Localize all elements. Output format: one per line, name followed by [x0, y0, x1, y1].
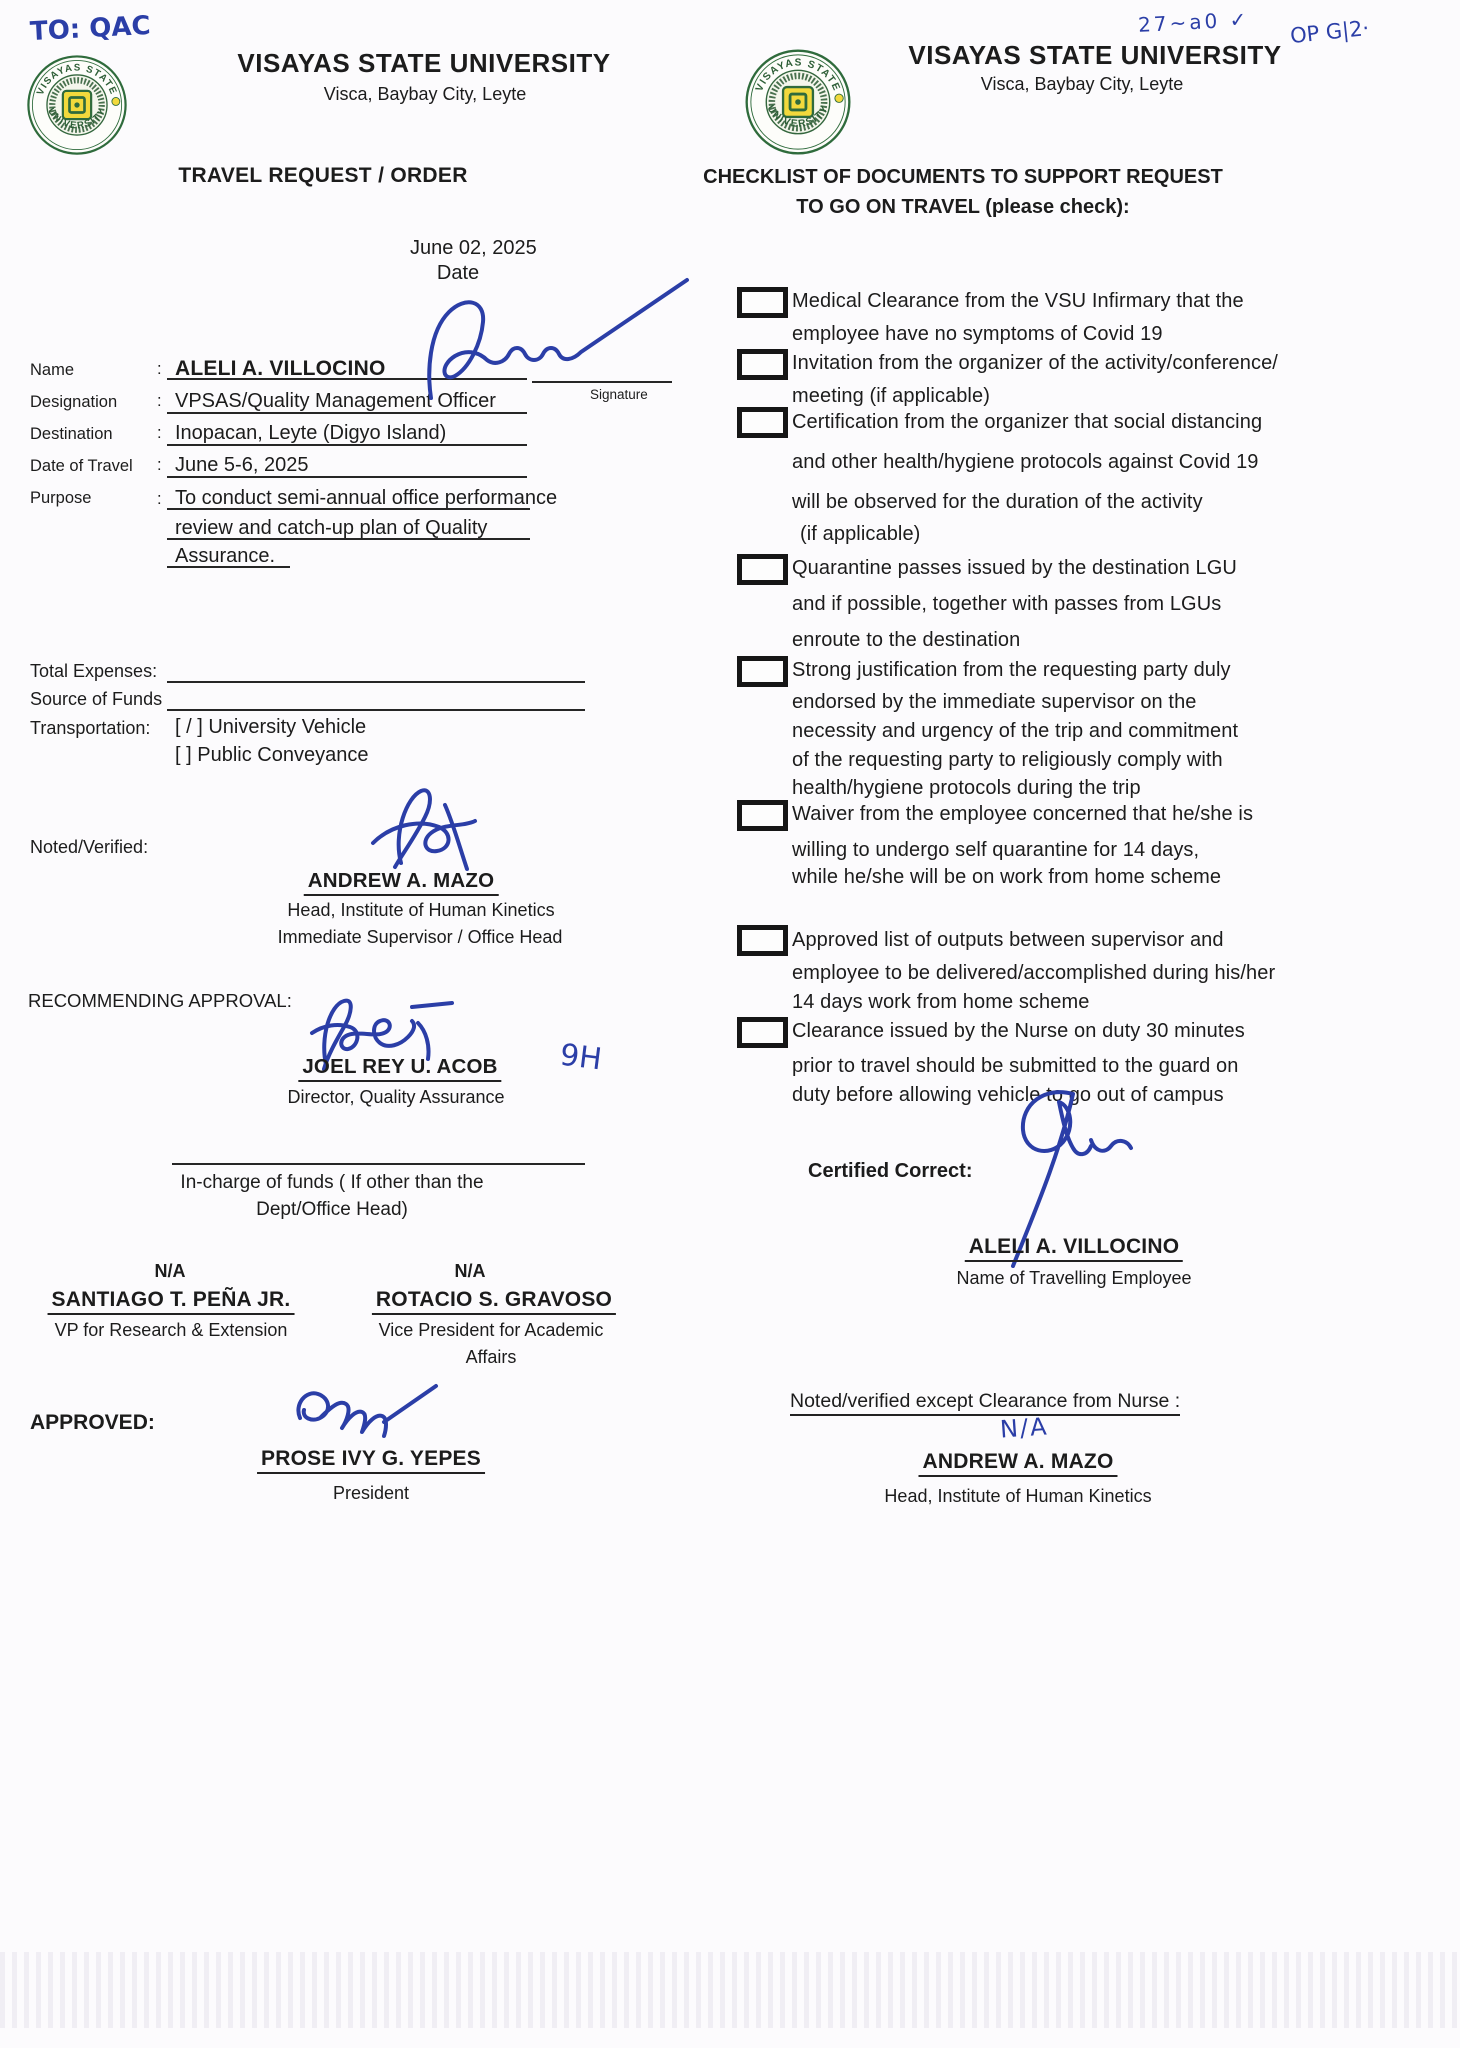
colon: : [157, 424, 162, 442]
vp-academic-title-line2: Affairs [465, 1347, 517, 1367]
noted-except-name: ANDREW A. MAZO [918, 1450, 1117, 1477]
na-mark-vp-academic: N/A [454, 1261, 486, 1281]
checklist-item-text: prior to travel should be submitted to the guard on [792, 1055, 1239, 1077]
colon: : [157, 456, 162, 474]
checkbox-approved-outputs [737, 925, 788, 956]
field-value-purpose-line3: Assurance. [175, 545, 276, 567]
checklist-item-text: necessity and urgency of the trip and commitment [792, 720, 1239, 742]
travelling-employee-name: ALELI A. VILLOCINO [965, 1235, 1183, 1262]
noted-verified-title1: Head, Institute of Human Kinetics [287, 900, 555, 920]
vp-academic-title-line1: Vice President for Academic [378, 1320, 604, 1340]
recommending-approval-title: Director, Quality Assurance [287, 1087, 505, 1107]
field-value-name: ALELI A. VILLOCINO [175, 357, 386, 380]
president-name: PROSE IVY G. YEPES [257, 1447, 485, 1474]
checklist-item-text: and if possible, together with passes from LGUs [792, 593, 1222, 615]
handwritten-na-mark: N/A [999, 1412, 1050, 1444]
field-rule [167, 566, 290, 568]
field-rule [167, 476, 527, 478]
supervisor-signature [355, 783, 500, 875]
checklist-item-text: Approved list of outputs between supervisor and [792, 929, 1224, 951]
field-label-destination: Destination [30, 425, 113, 443]
president-title: President [332, 1483, 410, 1503]
checklist-item-text: while he/she will be on work from home scheme [792, 866, 1222, 888]
source-of-funds-rule [167, 709, 585, 711]
noted-except-heading: Noted/verified except Clearance from Nurse : [790, 1390, 1180, 1416]
checkbox-quarantine-passes [737, 554, 788, 585]
vp-academic-name: ROTACIO S. GRAVOSO [372, 1288, 616, 1315]
checklist-item-text: 14 days work from home scheme [792, 991, 1090, 1013]
recommending-approval-name: JOEL REY U. ACOB [298, 1055, 501, 1082]
checklist-item-text: Waiver from the employee concerned that he/she is [792, 803, 1254, 825]
checkbox-waiver [737, 800, 788, 831]
president-signature [290, 1376, 445, 1450]
funds-incharge-rule [172, 1163, 585, 1165]
checklist-item-text: endorsed by the immediate supervisor on the [792, 691, 1197, 713]
field-rule [167, 444, 527, 446]
checklist-item-text: Strong justification from the requesting party duly [792, 659, 1231, 681]
handwritten-annotation-1: 27~a0 ✓ [1137, 7, 1250, 37]
handwritten-annotation-2: OP G|2· [1288, 15, 1371, 49]
checklist-item-text: Quarantine passes issued by the destination LGU [792, 557, 1237, 579]
total-expenses-rule [167, 681, 585, 683]
na-mark-vp-research: N/A [154, 1261, 186, 1281]
checklist-item-text: duty before allowing vehicle to go out of campus [792, 1084, 1224, 1106]
checklist-item-text: Invitation from the organizer of the activity/conference/ [792, 352, 1278, 374]
scan-artifact-strip [0, 1952, 1460, 2028]
vp-research-title: VP for Research & Extension [54, 1320, 288, 1340]
total-expenses-label: Total Expenses: [30, 661, 158, 681]
noted-except-title: Head, Institute of Human Kinetics [884, 1486, 1152, 1506]
date-value: June 02, 2025 [410, 237, 537, 259]
university-address: Visca, Baybay City, Leyte [323, 84, 527, 104]
recommending-approval-label: RECOMMENDING APPROVAL: [28, 990, 292, 1011]
colon: : [157, 360, 162, 378]
checklist-item-text: Clearance issued by the Nurse on duty 30 minutes [792, 1020, 1245, 1042]
employee-signature [425, 272, 700, 402]
approved-label: APPROVED: [30, 1411, 155, 1434]
field-label-purpose: Purpose [30, 489, 92, 507]
checklist-item-text: meeting (if applicable) [792, 385, 990, 407]
checklist-item-text: Certification from the organizer that social distancing [792, 411, 1263, 433]
checkbox-medical-clearance [737, 287, 788, 318]
field-rule [167, 538, 530, 540]
noted-verified-name: ANDREW A. MAZO [304, 869, 499, 896]
field-rule [167, 412, 527, 414]
source-of-funds-label: Source of Funds [30, 689, 163, 709]
checkbox-certification [737, 407, 788, 438]
signature-caption: Signature [590, 387, 648, 402]
field-value-date-of-travel: June 5-6, 2025 [175, 454, 309, 476]
vsu-seal-logo [742, 46, 854, 158]
checklist-item-text: and other health/hygiene protocols against Covid 19 [792, 451, 1259, 473]
checklist-item-text: Medical Clearance from the VSU Infirmary that the [792, 290, 1244, 312]
noted-verified-label: Noted/Verified: [30, 837, 149, 857]
field-value-destination: Inopacan, Leyte (Digyo Island) [175, 422, 447, 444]
checklist-item-text: employee to be delivered/accomplished during his/her [792, 962, 1276, 984]
checklist-item-text: of the requesting party to religiously comply with [792, 749, 1223, 771]
field-value-purpose-line1: To conduct semi-annual office performance [175, 487, 558, 509]
travelling-employee-caption: Name of Travelling Employee [956, 1268, 1192, 1288]
field-rule [167, 508, 530, 510]
university-address: Visca, Baybay City, Leyte [980, 74, 1184, 94]
certified-correct-label: Certified Correct: [808, 1160, 973, 1182]
transport-option-public-conveyance: [ ] Public Conveyance [175, 744, 369, 766]
checkbox-invitation [737, 349, 788, 380]
vsu-seal-logo [24, 52, 130, 158]
vp-research-name: SANTIAGO T. PEÑA JR. [48, 1288, 295, 1315]
checklist-title-line2: TO GO ON TRAVEL (please check): [796, 196, 1130, 218]
checklist-item-text: (if applicable) [800, 523, 921, 545]
handwritten-initials-mark: 9H [558, 1037, 604, 1078]
checklist-item-text: willing to undergo self quarantine for 14 days, [792, 839, 1200, 861]
field-value-designation: VPSAS/Quality Management Officer [175, 390, 496, 412]
university-name: VISAYAS STATE UNIVERSITY [237, 48, 611, 78]
noted-verified-title2: Immediate Supervisor / Office Head [277, 927, 563, 947]
funds-incharge-caption-line2: Dept/Office Head) [256, 1199, 408, 1220]
checklist-item-text: will be observed for the duration of the activity [792, 491, 1203, 513]
transportation-label: Transportation: [30, 718, 151, 738]
checklist-item-text: employee have no symptoms of Covid 19 [792, 323, 1163, 345]
field-label-name: Name [30, 361, 75, 379]
colon: : [157, 392, 162, 410]
transport-option-university-vehicle: [ / ] University Vehicle [175, 716, 367, 738]
university-name: VISAYAS STATE UNIVERSITY [908, 40, 1282, 70]
field-value-purpose-line2: review and catch-up plan of Quality [175, 517, 488, 539]
date-label: Date [436, 262, 480, 284]
handwritten-routing-note: TO: QAC [29, 10, 152, 48]
form-title: TRAVEL REQUEST / ORDER [178, 164, 468, 187]
checklist-title-line1: CHECKLIST OF DOCUMENTS TO SUPPORT REQUEST [703, 166, 1223, 188]
colon: : [157, 490, 162, 508]
field-label-designation: Designation [30, 393, 118, 411]
checkbox-strong-justification [737, 656, 788, 687]
field-label-date-of-travel: Date of Travel [30, 457, 133, 475]
checklist-item-text: enroute to the destination [792, 629, 1021, 651]
checklist-item-text: health/hygiene protocols during the trip [792, 777, 1141, 799]
checkbox-nurse-clearance [737, 1017, 788, 1048]
funds-incharge-caption-line1: In-charge of funds ( If other than the [180, 1172, 484, 1193]
